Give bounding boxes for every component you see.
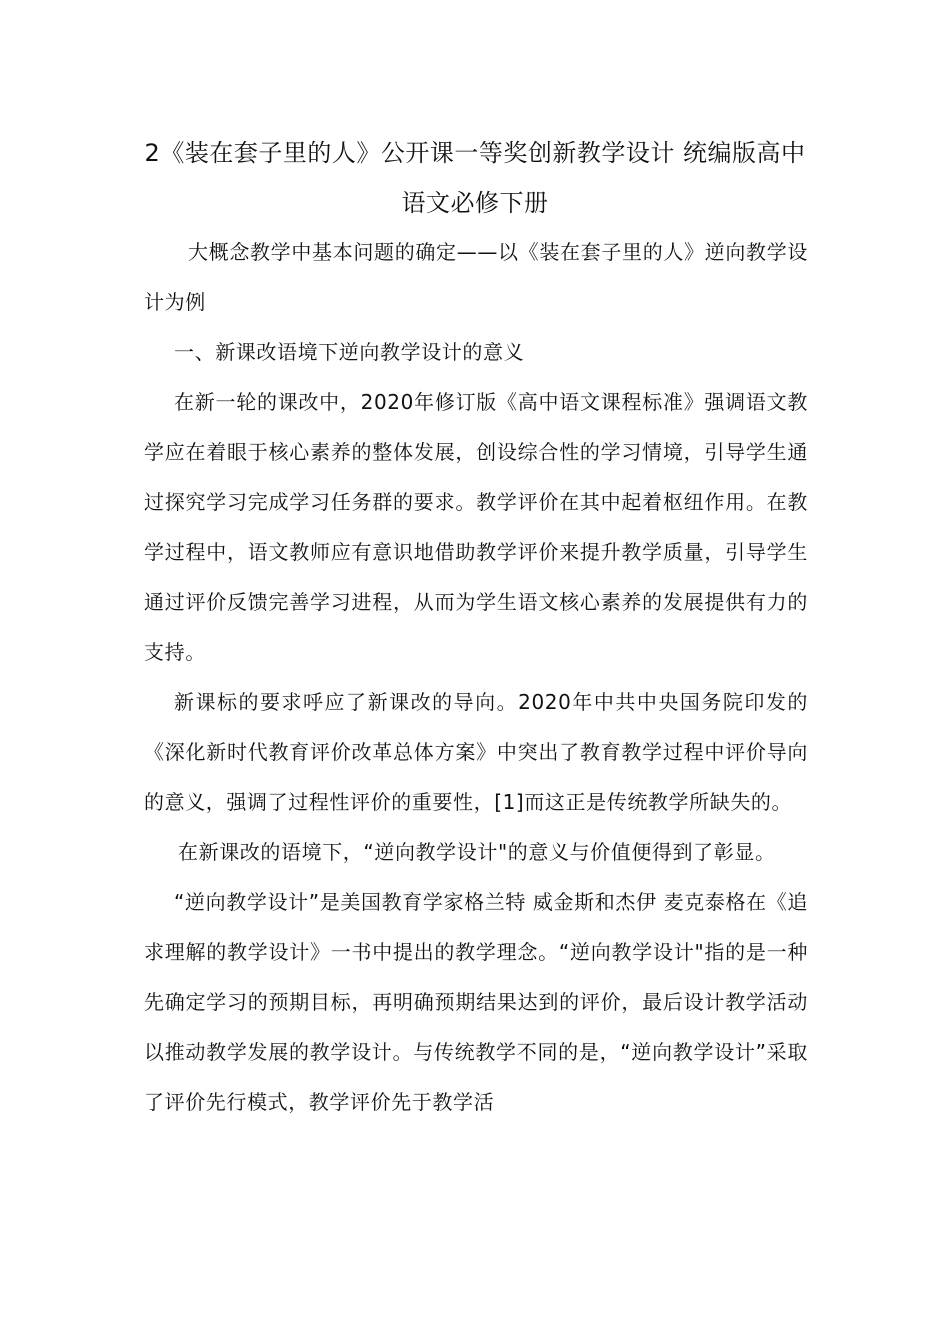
paragraph-4: “逆向教学设计”是美国教育学家格兰特 威金斯和杰伊 麦克泰格在《追求理解的教学设计》一书中提出的教学理念。“逆向教学设计"指的是一种先确定学习的预期目标，再明确预期结果达到的评价，最后设计教学活动以推动教学发展的教学设计。与传统教学不同的是，“逆向教学设计”采取了评价先行模式，教学评价先于教学活	[144, 890, 808, 1114]
document-title: 2《装在套子里的人》公开课一等奖创新教学设计 统编版高中语文必修下册	[144, 139, 806, 217]
paragraph-1: 在新一轮的课改中，2020年修订版《高中语文课程标准》强调语文教学应在着眼于核心素养的整体发展，创设综合性的学习情境，引导学生通过探究学习完成学习任务群的要求。教学评价在其中起着枢纽作用。在教学过程中，语文教师应有意识地借助教学评价来提升教学质量，引导学生通过评价反馈完善学习进程，从而为学生语文核心素养的发展提供有力的支持。	[144, 390, 808, 664]
section-heading: 一、新课改语境下逆向教学设计的意义	[174, 340, 525, 364]
paragraph-3: 在新课改的语境下，“逆向教学设计"的意义与价值便得到了彰显。	[178, 840, 776, 864]
document-subtitle: 大概念教学中基本问题的确定——以《装在套子里的人》逆向教学设计为例	[144, 240, 808, 314]
document-body	[144, 227, 808, 1127]
paragraph-2: 新课标的要求呼应了新课改的导向。2020年中共中央国务院印发的《深化新时代教育评价改革总体方案》中突出了教育教学过程中评价导向的意义，强调了过程性评价的重要性，[1]而这正是传统教学所缺失的。	[144, 690, 808, 814]
